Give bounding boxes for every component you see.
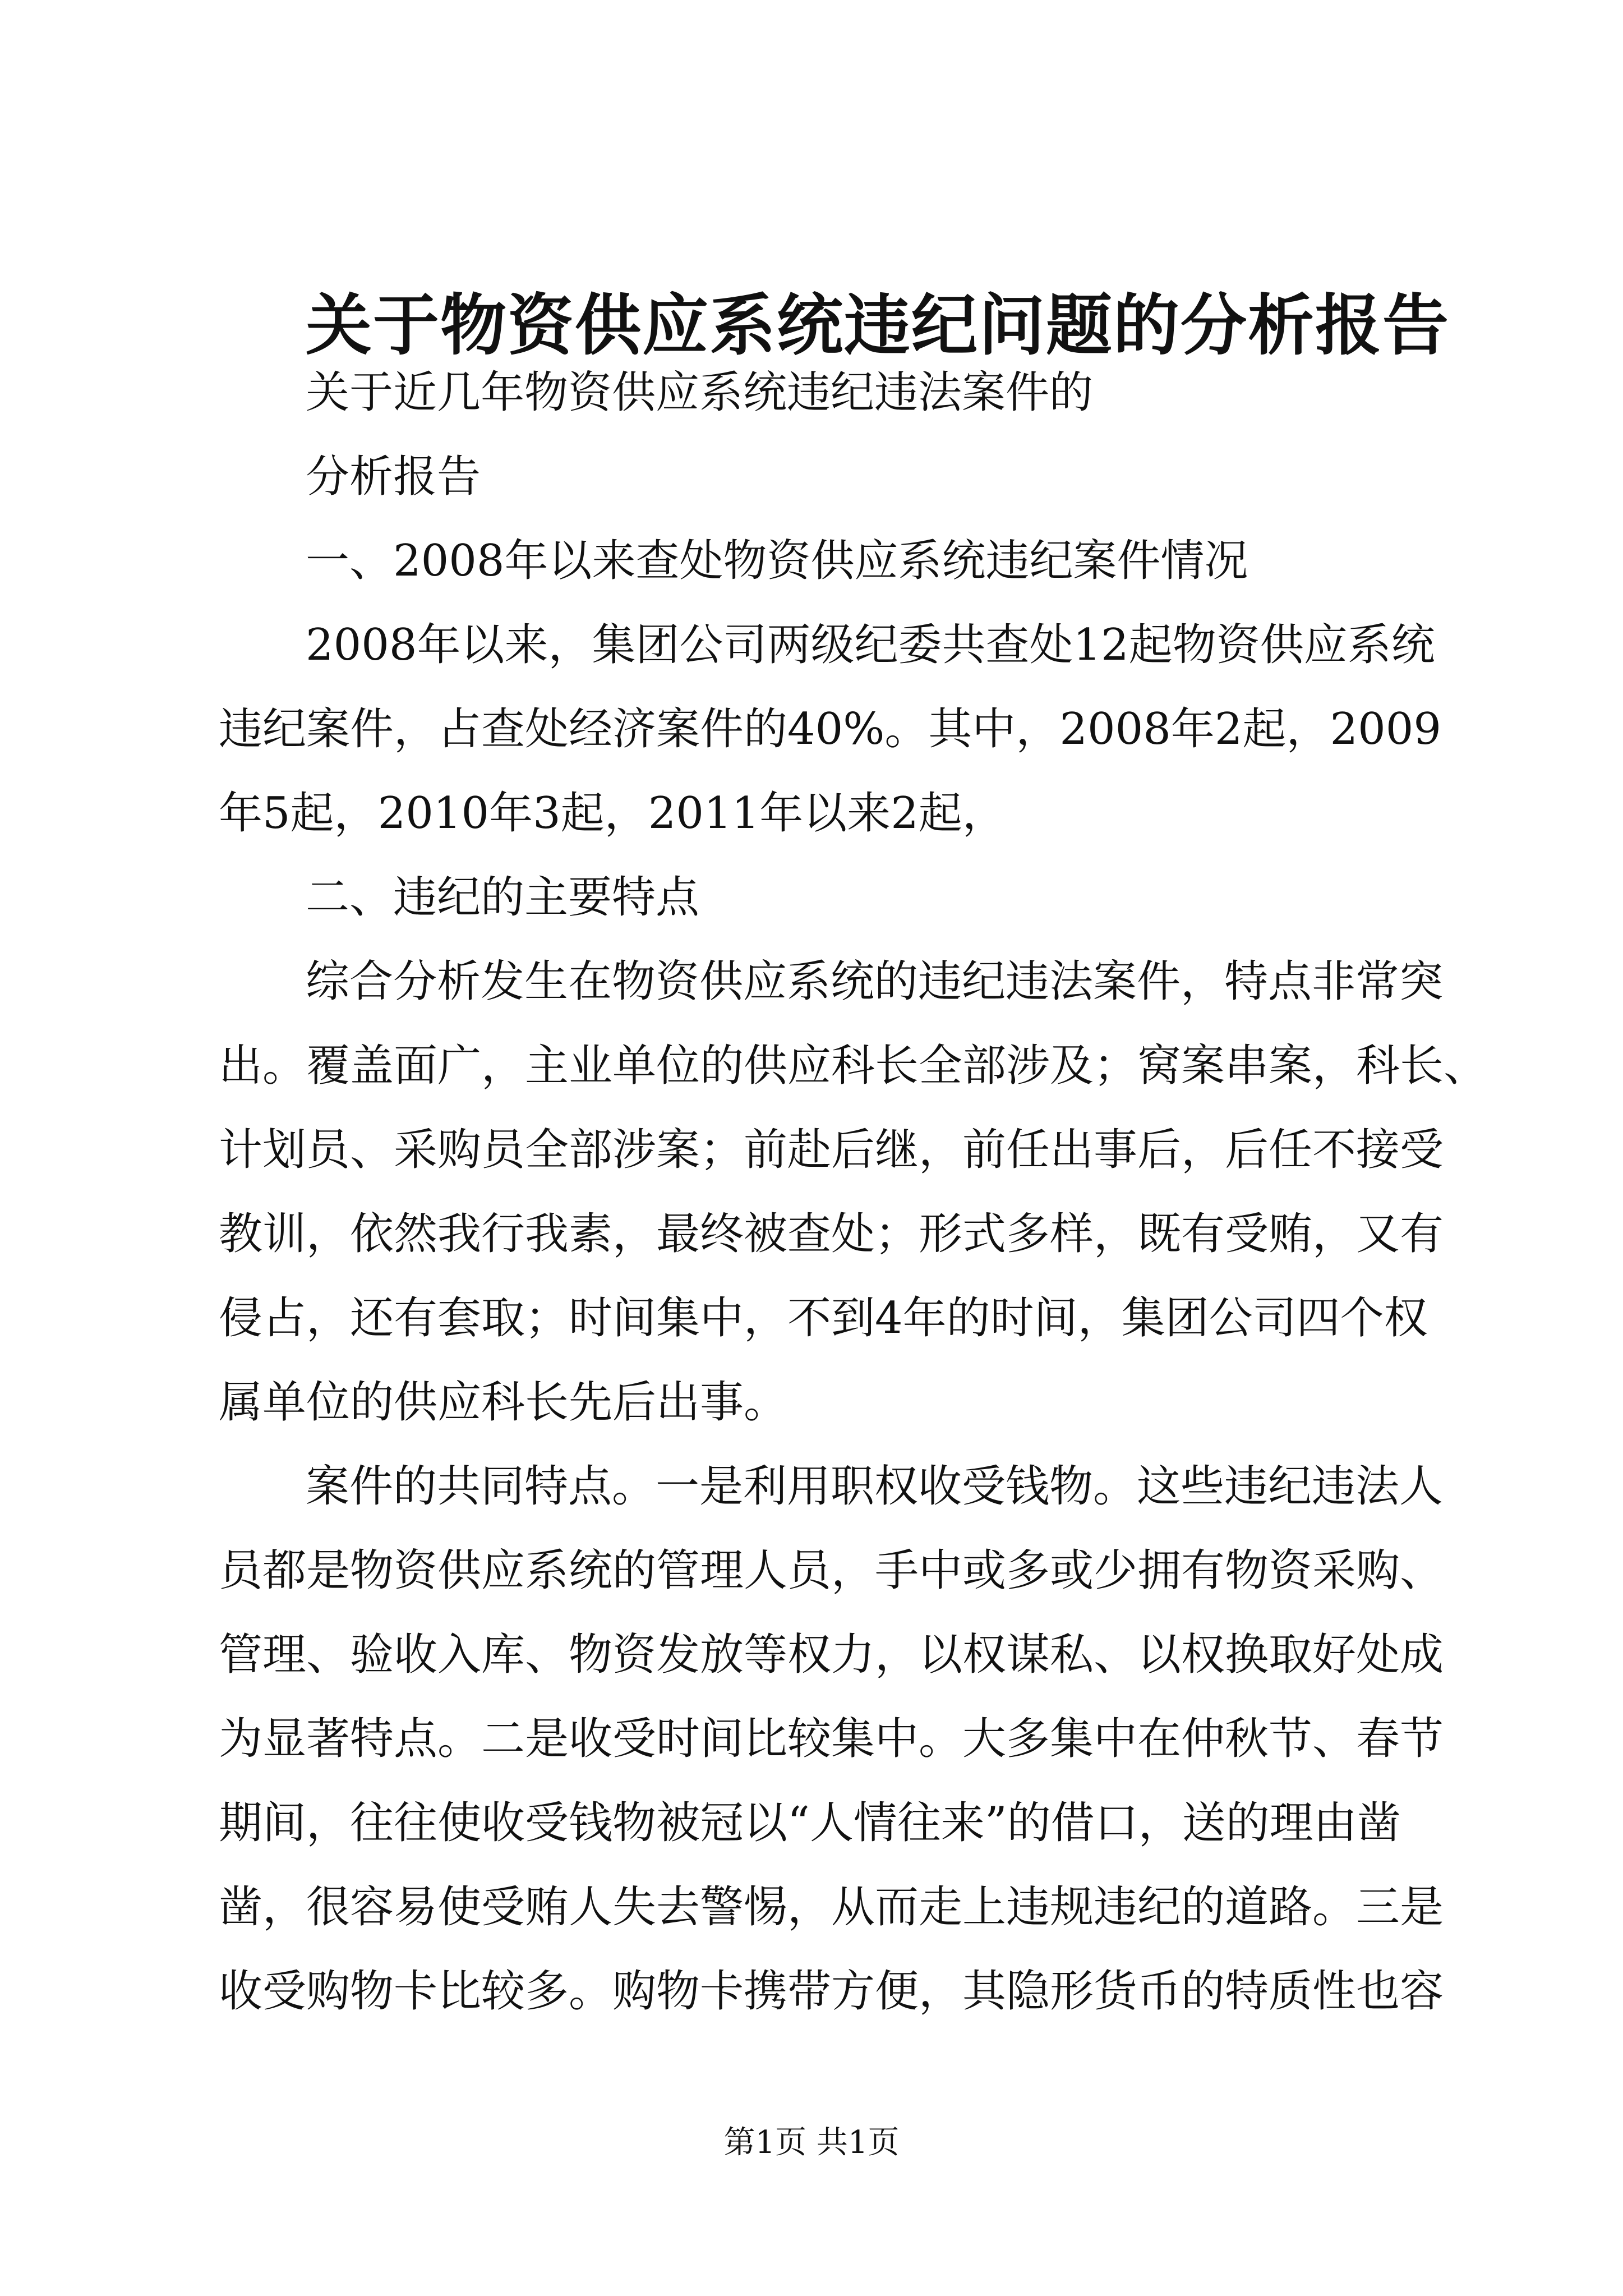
document-body — [219, 351, 1488, 2033]
paragraph-line: 出。覆盖面广，主业单位的供应科长全部涉及；窝案串案，科长、 — [219, 1041, 1488, 1091]
paragraph-line: 案件的共同特点。一是利用职权收受钱物。这些违纪违法人 — [306, 1461, 1444, 1512]
paragraph-line: 综合分析发生在物资供应系统的违纪违法案件，特点非常突 — [306, 956, 1444, 1007]
paragraph-line: 属单位的供应科长先后出事。 — [219, 1377, 788, 1428]
paragraph-line: 一、2008年以来查处物资供应系统违纪案件情况 — [306, 536, 1248, 586]
paragraph-line: 为显著特点。二是收受时间比较集中。大多集中在仲秋节、春节 — [219, 1714, 1444, 1764]
paragraph-line: 期间，往往使收受钱物被冠以“人情往来”的借口，送的理由凿 — [219, 1798, 1401, 1848]
paragraph-line: 收受购物卡比较多。购物卡携带方便，其隐形货币的特质性也容 — [219, 1966, 1444, 2017]
paragraph-line: 违纪案件，占查处经济案件的40%。其中，2008年2起，2009 — [219, 704, 1442, 754]
paragraph-line: 2008年以来，集团公司两级纪委共查处12起物资供应系统 — [306, 620, 1435, 670]
paragraph-line: 关于近几年物资供应系统违纪违法案件的 — [306, 367, 1094, 418]
paragraph-line: 侵占，还有套取；时间集中，不到4年的时间，集团公司四个权 — [219, 1293, 1428, 1343]
paragraph-line: 凿，很容易使受贿人失去警惕，从而走上违规违纪的道路。三是 — [219, 1882, 1444, 1932]
paragraph-line: 分析报告 — [306, 452, 481, 502]
paragraph-line: 教训，依然我行我素，最终被查处；形式多样，既有受贿，又有 — [219, 1209, 1444, 1259]
paragraph-line: 计划员、采购员全部涉案；前赴后继，前任出事后，后任不接受 — [219, 1125, 1444, 1175]
paragraph-line: 管理、验收入库、物资发放等权力，以权谋私、以权换取好处成 — [219, 1630, 1444, 1680]
paragraph-line: 员都是物资供应系统的管理人员，手中或多或少拥有物资采购、 — [219, 1545, 1444, 1596]
page-footer: 第1页 共1页 — [723, 2124, 900, 2161]
paragraph-line: 二、违纪的主要特点 — [306, 872, 700, 923]
paragraph-line: 年5起，2010年3起，2011年以来2起， — [219, 788, 1006, 839]
document-title: 关于物资供应系统违纪问题的分析报告 — [306, 286, 1450, 364]
